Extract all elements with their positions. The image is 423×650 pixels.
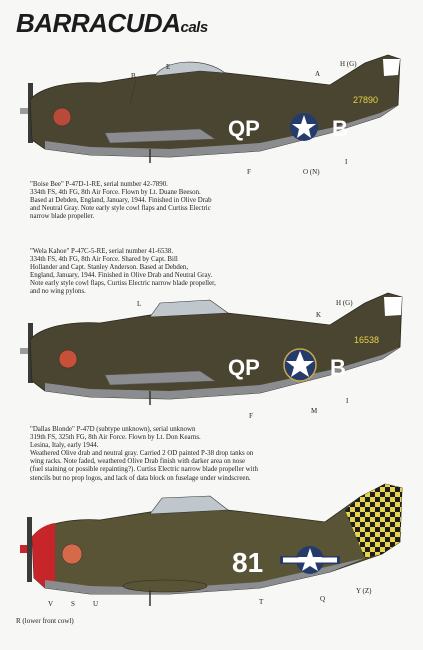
aircraft-1-tail-number: 27890 — [353, 95, 379, 105]
callout-label: O (N) — [303, 168, 320, 176]
callout-label: B — [131, 72, 136, 80]
callout-label: Q — [320, 595, 326, 603]
aircraft-3-drop-tank — [123, 580, 207, 592]
description-line: stencils but no prop logos, and lack of data block on fuselage under windscreen. — [30, 474, 251, 482]
propeller-blade — [27, 517, 32, 582]
callout-label: K — [316, 311, 322, 319]
aircraft-1-code-right: B — [332, 116, 348, 141]
brand-logo — [16, 8, 208, 39]
brand-name: BARRACUDA — [16, 8, 181, 38]
description-line: "Dallas Blonde" P-47D (subtype unknown), serial unknown — [30, 426, 196, 433]
description-line: Note early style cowl flaps, Curtiss Electric narrow blade propeller, — [30, 280, 216, 288]
brand-suffix: cals — [180, 19, 208, 36]
callout-label: V — [48, 600, 54, 608]
description-line: Based at Debden, England, January, 1944. Finished in Olive Drab — [30, 197, 212, 205]
aircraft-1-nose-art — [53, 108, 71, 126]
aircraft-2-code-left: QP — [228, 355, 260, 380]
callout-label: F — [247, 168, 251, 176]
callout-label: M — [311, 407, 318, 415]
callout-label: A — [315, 70, 321, 78]
callout-label: U — [93, 600, 99, 608]
description-line: Weathered Olive drab and neutral gray. Carried 2 OD painted P-38 drop tanks on — [30, 450, 254, 458]
callout-label: I — [345, 158, 348, 166]
callout-label: L — [137, 300, 142, 308]
aircraft-1-profile — [0, 45, 423, 170]
description-line: wing racks. Note faded, weathered Olive Drab finish with darker area on nose — [30, 458, 246, 466]
description-line: 334th FS, 4th FG, 8th Air Force. Flown by Lt. Duane Beeson. — [30, 189, 201, 197]
description-line: Hollander and Capt. Stanley Anderson. Based at Debden, — [30, 264, 189, 272]
aircraft-1-code-left: QP — [228, 116, 260, 141]
callout-label: Y (Z) — [356, 587, 372, 595]
aircraft-3-code-number: 81 — [232, 547, 264, 578]
callout-label: T — [259, 598, 264, 606]
aircraft-2-tail-number: 16538 — [354, 335, 380, 345]
callout-label: S — [71, 600, 75, 608]
description-line: 319th FS, 325th FG, 8th Air Force. Flown by Lt. Don Kearns. — [30, 434, 201, 442]
callout-label: I — [346, 397, 349, 405]
aircraft-3-red-nose — [32, 523, 55, 588]
description-line: narrow blade propeller. — [30, 213, 95, 221]
aircraft-2-description — [30, 248, 216, 297]
callout-label: H (G) — [336, 299, 353, 307]
description-line: "Boise Bee" P-47D-1-RE, serial number 42-7890. — [30, 181, 168, 188]
aircraft-3-fuselage — [32, 484, 402, 594]
aircraft-3-nose-art — [62, 544, 82, 564]
aircraft-2-nose-art — [59, 350, 77, 368]
callout-label: E — [166, 63, 171, 71]
aircraft-2-tail-band — [384, 297, 402, 316]
aircraft-2-code-right: B — [330, 355, 346, 380]
callout-label: R (lower front cowl) — [16, 617, 74, 625]
description-line: and Neutral Gray. Note early style cowl flaps and Curtiss Electric — [30, 205, 211, 213]
description-line: Lesina, Italy, early 1944. — [30, 442, 99, 450]
description-line: 334th FS, 4th FG, 8th Air Force. Shared by Capt. Bill — [30, 256, 178, 264]
aircraft-2-profile — [0, 285, 423, 410]
description-line: "Wela Kahoe" P-47C-5-RE, serial number 41-6538. — [30, 248, 174, 255]
aircraft-1-description — [30, 181, 212, 221]
callout-label: H (G) — [340, 60, 357, 68]
description-line: England, January, 1944. Finished in Olive Drab and Neutral Gray. — [30, 272, 213, 280]
description-line: (fuel staining or possible repainting?). Curtiss Electric narrow blade propeller with — [30, 466, 258, 474]
aircraft-1-tail-band — [383, 59, 400, 76]
callout-label: F — [249, 412, 253, 420]
aircraft-3-description — [30, 426, 258, 483]
description-line: and no wing pylons. — [30, 288, 86, 296]
